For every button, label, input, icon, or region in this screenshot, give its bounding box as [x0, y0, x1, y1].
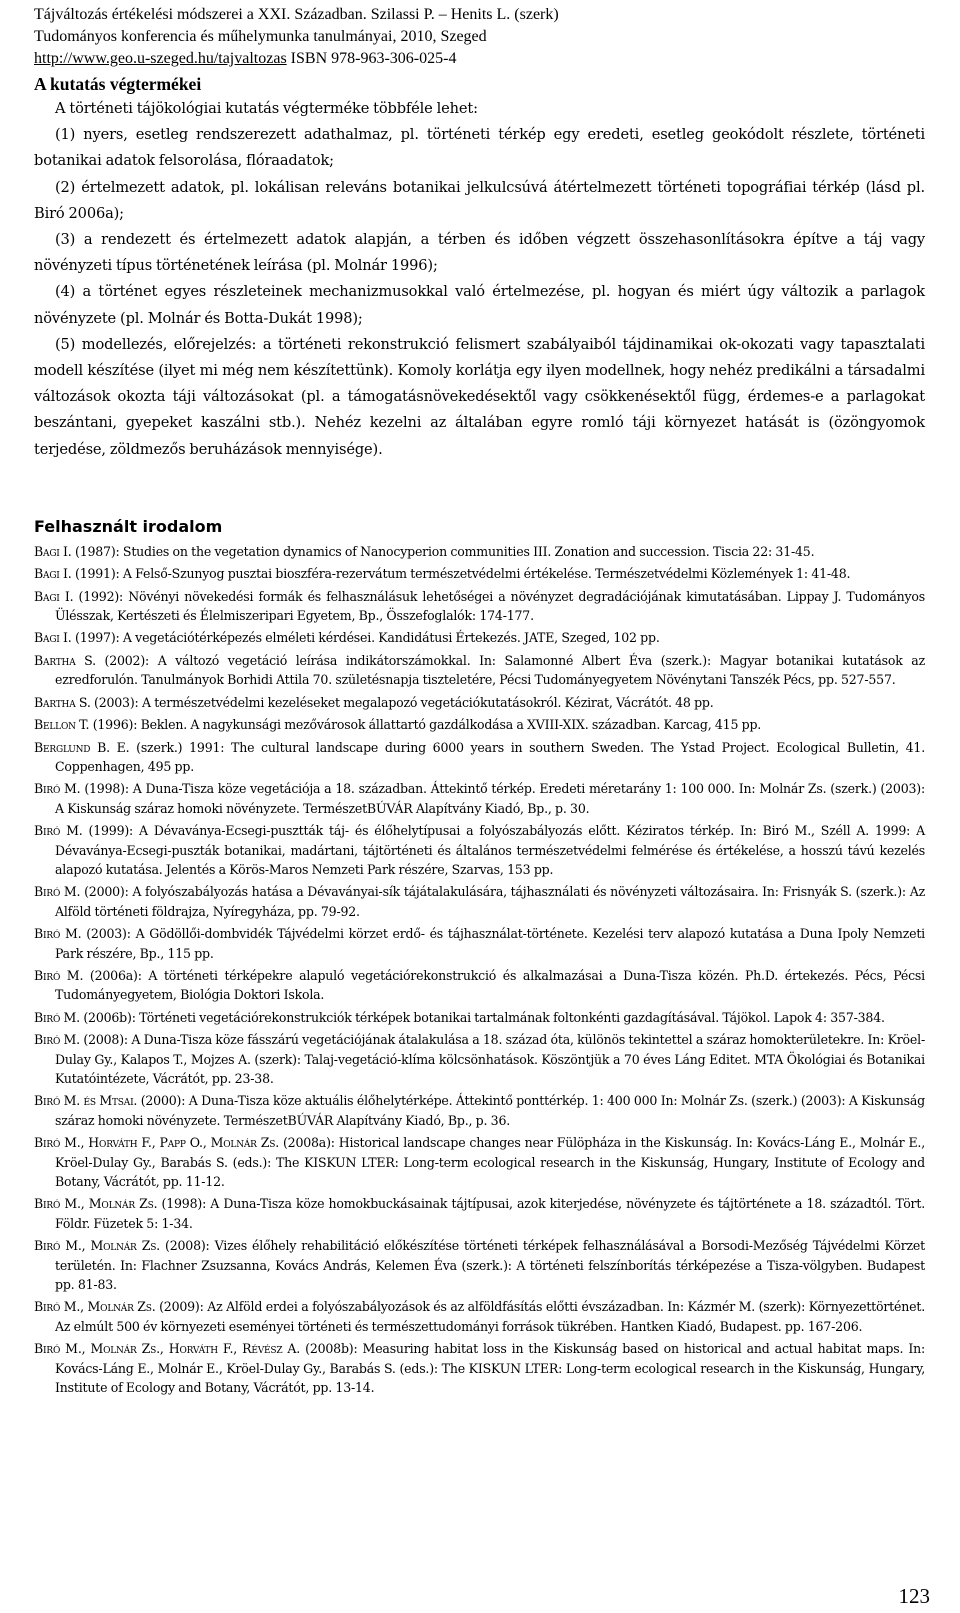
- reference-author: Bagi I.: [34, 566, 72, 582]
- page-number: 123: [898, 1584, 930, 1608]
- reference-item: [34, 693, 925, 712]
- reference-item: [34, 882, 925, 921]
- reference-text: (2006a): A történeti térképekre alapuló vegetációrekonstrukció és alkalmazásai a Duna-Tisza közén. Ph.D. értekezés. Pécs, Pécsi Tudományegyetem, Biológia Doktori Iskola.: [55, 967, 925, 1003]
- reference-item: [34, 1236, 925, 1294]
- reference-author: Berglund B. E.: [34, 739, 130, 755]
- paragraph: (5) modellezés, előrejelzés: a történeti rekonstrukció felismert szabályaiból tájdinamikai ok-okozati vagy tapasztalati modell készítése (ilyet mi még nem készítettünk). Komoly korlátja egy ilyen modellnek, hogy nehéz predikálni a társadalmi változások okozta táji változásokat (pl. a támogatásnövekedésektől vagy csökkenésektől függ, érdemes-e a parlagokat beszántani, gyepeket kaszálni stb.). Nehéz kezelni az általában egyre romló táji környezet hatását is (özöngyomok terjedése, zöldmezős beruházások mennyisége).: [34, 335, 925, 458]
- reference-text: (2000): A Duna-Tisza köze aktuális élőhelytérképe. Áttekintő ponttérkép. 1: 400 000 In: Molnár Zs. (szerk.) (2003): A Kiskunság száraz homoki növényzete. TermészetBÚVÁR Alapítvány Kiadó, Bp., p. 36.: [55, 1093, 925, 1128]
- reference-author: Bellon T.: [34, 717, 90, 733]
- reference-text: (2003): A Gödöllői-dombvidék Tájvédelmi körzet erdő- és tájhasználat-története. Kezelési terv alapozó kutatása a Duna Ipoly Nemzeti Park részére, Bp., 115 pp.: [55, 926, 925, 961]
- reference-item: [34, 738, 925, 777]
- reference-text: (szerk.) 1991: The cultural landscape during 6000 years in southern Sweden. The Ystad Project. Ecological Bulletin, 41. Coppenhagen, 495 pp.: [55, 739, 925, 774]
- reference-item: [34, 779, 925, 818]
- paragraph: (3) a rendezett és értelmezett adatok alapján, a térben és időben végzett összehasonlításokra építve a táj vagy növényzeti típus történetének leírása (pl. Molnár 1996);: [34, 231, 925, 275]
- reference-author: Biró M.: [34, 926, 82, 942]
- paragraph: (1) nyers, esetleg rendszerezett adathalmaz, pl. történeti térkép egy eredeti, esetleg geokódolt részlete, történeti botanikai adatok felsorolása, flóraadatok;: [34, 126, 925, 170]
- paragraph: (4) a történet egyes részleteinek mechanizmusokkal való értelmezése, pl. hogyan és miért úgy változik a parlagok növényzete (pl. Molnár és Botta-Dukát 1998);: [34, 283, 925, 327]
- header-url-link[interactable]: http://www.geo.u-szeged.hu/tajvaltozas: [34, 50, 287, 67]
- reference-author: Biró M.: [34, 884, 81, 900]
- reference-text: (1991): A Felső-Szunyog pusztai bioszféra-rezervátum természetvédelmi értékelése. Természetvédelmi Közlemények 1: 41-48.: [71, 566, 851, 582]
- reference-text: (2003): A természetvédelmi kezeléseket megalapozó vegetációkutatásokról. Kézirat, Vácrátót. 48 pp.: [90, 694, 714, 710]
- document-page: [34, 4, 925, 1401]
- paragraph: A történeti tájökológiai kutatás végterméke többféle lehet:: [55, 100, 478, 117]
- reference-item: [34, 1030, 925, 1088]
- reference-item: [34, 1091, 925, 1130]
- reference-list: [34, 542, 925, 1398]
- reference-author: Biró M.: [34, 1032, 80, 1048]
- reference-author: Biró M., Molnár Zs.: [34, 1196, 158, 1212]
- reference-item: [34, 1194, 925, 1233]
- reference-item: [34, 1339, 925, 1397]
- reference-item: [34, 628, 925, 647]
- reference-author: Bagi I.: [34, 588, 74, 604]
- reference-text: (2002): A változó vegetáció leírása indikátorszámokkal. In: Salamonné Albert Éva (szerk.): Magyar botanikai kutatások az ezredforulón. Tanulmányok Borhidi Attila 70. születésnapja tiszteletére, Pécsi Tudományegyetem Növénytani Tanszék Pécs, pp. 527-557.: [55, 652, 925, 688]
- reference-author: Biró M., Molnár Zs., Horváth F., Révész A.: [34, 1341, 301, 1357]
- header-line-1: Tájváltozás értékelési módszerei a XXI. Században. Szilassi P. – Henits L. (szerk): [34, 6, 559, 23]
- reference-author: Bagi I.: [34, 543, 72, 559]
- reference-author: Biró M.: [34, 823, 83, 839]
- section-title: A kutatás végtermékei: [34, 74, 202, 94]
- reference-item: [34, 1133, 925, 1191]
- reference-author: Bartha S.: [34, 652, 96, 668]
- reference-item: [34, 1297, 925, 1336]
- reference-text: (2000): A folyószabályozás hatása a Dévaványai-sík tájátalakulására, tájhasználati és növényzeti változásaira. In: Frisnyák S. (szerk.): Az Alföld történeti földrajza, Nyíregyháza, pp. 79-92.: [55, 884, 925, 919]
- reference-item: [34, 715, 925, 734]
- body-text: [34, 96, 925, 463]
- reference-author: Biró M., Horváth F., Papp O., Molnár Zs.: [34, 1135, 279, 1151]
- reference-text: (1996): Beklen. A nagykunsági mezővárosok állattartó gazdálkodása a XVIII-XIX. században. Karcag, 415 pp.: [89, 717, 762, 733]
- reference-author: Biró M. és Mtsai.: [34, 1093, 138, 1109]
- reference-text: (2009): Az Alföld erdei a folyószabályozások és az alföldfásítás előtti évszázadban. In: Kázmér M. (szerk): Környezettörténet. Az elmúlt 500 év környezeti eseményei történeti és természettudományi források tükrében. Hantken Kiadó, Budapest. pp. 167-206.: [55, 1299, 925, 1334]
- reference-text: (1987): Studies on the vegetation dynamics of Nanocyperion communities III. Zonation and succession. Tiscia 22: 31-45.: [71, 543, 815, 559]
- header-line-3: [34, 48, 925, 70]
- reference-text: (1998): A Duna-Tisza köze homokbuckásainak tájtípusai, azok kiterjedése, növényzete és tájtörténete a 18. századtól. Tört. Földr. Füzetek 5: 1-34.: [55, 1196, 925, 1231]
- reference-text: (2006b): Történeti vegetációrekonstrukciók térképek botanikai tartalmának foltonkénti gazdagításával. Tájökol. Lapok 4: 357-384.: [79, 1009, 885, 1025]
- reference-author: Biró M., Molnár Zs.: [34, 1299, 156, 1315]
- reference-item: [34, 651, 925, 690]
- reference-item: [34, 966, 925, 1005]
- reference-item: [34, 1008, 925, 1027]
- reference-text: (2008): A Duna-Tisza köze fásszárú vegetációjának átalakulása a 18. század óta, különös tekintettel a száraz homokterületekre. In: Kröel-Dulay Gy., Kalapos T., Mojzes A. (szerk): Talaj-vegetáció-klíma kölcsönhatások. Köszöntjük a 70 éves Láng Editet. MTA Ökológiai és Botanikai Kutatóintézete, Vácrátót, pp. 23-38.: [55, 1032, 925, 1086]
- reference-item: [34, 821, 925, 879]
- reference-item: [34, 564, 925, 583]
- running-header: [34, 4, 925, 70]
- reference-text: (1998): A Duna-Tisza köze vegetációja a 18. században. Áttekintő térkép. Eredeti méretarány 1: 100 000. In: Molnár Zs. (szerk.) (2003): A Kiskunság száraz homoki növényzete. TermészetBÚVÁR Alapítvány Kiadó, Bp., p. 30.: [55, 781, 925, 816]
- reference-author: Biró M.: [34, 1009, 80, 1025]
- reference-text: (1992): Növényi növekedési formák és felhasználásuk lehetőségei a növényzet degradációjának kimutatásában. Lippay J. Tudományos Ülésszak, Kertészeti és Élelmiszeripari Egyetem, Bp., Összefoglalók: 174-177.: [55, 588, 925, 624]
- reference-author: Biró M.: [34, 781, 81, 797]
- reference-text: (1999): A Dévaványa-Ecsegi-pusztták táj- és élőhelytípusai a folyószabályozás előtt. Kéziratos térkép. In: Biró M., Széll A. 1999: A Dévaványa-Ecsegi-puszták botanikai, madártani, tájtörténeti és általános természetvédelmi felmérése és értékelése, a hosszú távú kezelés alapozó kutatása. Jelentés a Körös-Maros Nemzeti Park részére, Szarvas, 153 pp.: [55, 823, 925, 877]
- reference-author: Biró M.: [34, 967, 84, 983]
- reference-author: Bagi I.: [34, 630, 72, 646]
- paragraph: (2) értelmezett adatok, pl. lokálisan releváns botanikai jelkulcsúvá átértelmezett történeti topográfiai térkép (lásd pl. Biró 2006a);: [34, 178, 925, 222]
- header-isbn: ISBN 978-963-306-025-4: [286, 50, 457, 67]
- reference-text: (1997): A vegetációtérképezés elméleti kérdései. Kandidátusi Értekezés. JATE, Szeged, 102 pp.: [71, 630, 660, 646]
- reference-text: (2008a): Historical landscape changes near Fülöpháza in the Kiskunság. In: Kovács-Láng E., Molnár E., Kröel-Dulay Gy., Barabás S. (eds.): The KISKUN LTER: Long-term ecological research in the Kiskunság, Hungary, Institute of Ecology and Botany, Vácrátót, pp. 11-12.: [55, 1135, 925, 1190]
- reference-text: (2008): Vizes élőhely rehabilitáció előkészítése történeti térképek felhasználásával a Borsodi-Mezőség Tájvédelmi Körzet területén. In: Flachner Zsuzsanna, Kovács András, Kelemen Éva (szerk.): A történeti felszínborítás térképezése a Tisza-völgyben. Budapest pp. 81-83.: [55, 1238, 925, 1293]
- header-line-2: Tudományos konferencia és műhelymunka tanulmányai, 2010, Szeged: [34, 28, 487, 45]
- reference-author: Bartha S.: [34, 694, 91, 710]
- reference-item: [34, 587, 925, 626]
- reference-item: [34, 924, 925, 963]
- references-title: Felhasznált irodalom: [34, 516, 223, 536]
- reference-item: [34, 542, 925, 561]
- reference-text: (2008b): Measuring habitat loss in the Kiskunság based on historical and actual habitat maps. In: Kovács-Láng E., Molnár E., Kröel-Dulay Gy., Barabás S. (eds.): The KISKUN LTER: Long-term ecological research in the Kiskunság, Hungary, Institute of Ecology and Botany, Vácrátót, pp. 13-14.: [55, 1341, 925, 1396]
- reference-author: Biró M., Molnár Zs.: [34, 1238, 160, 1254]
